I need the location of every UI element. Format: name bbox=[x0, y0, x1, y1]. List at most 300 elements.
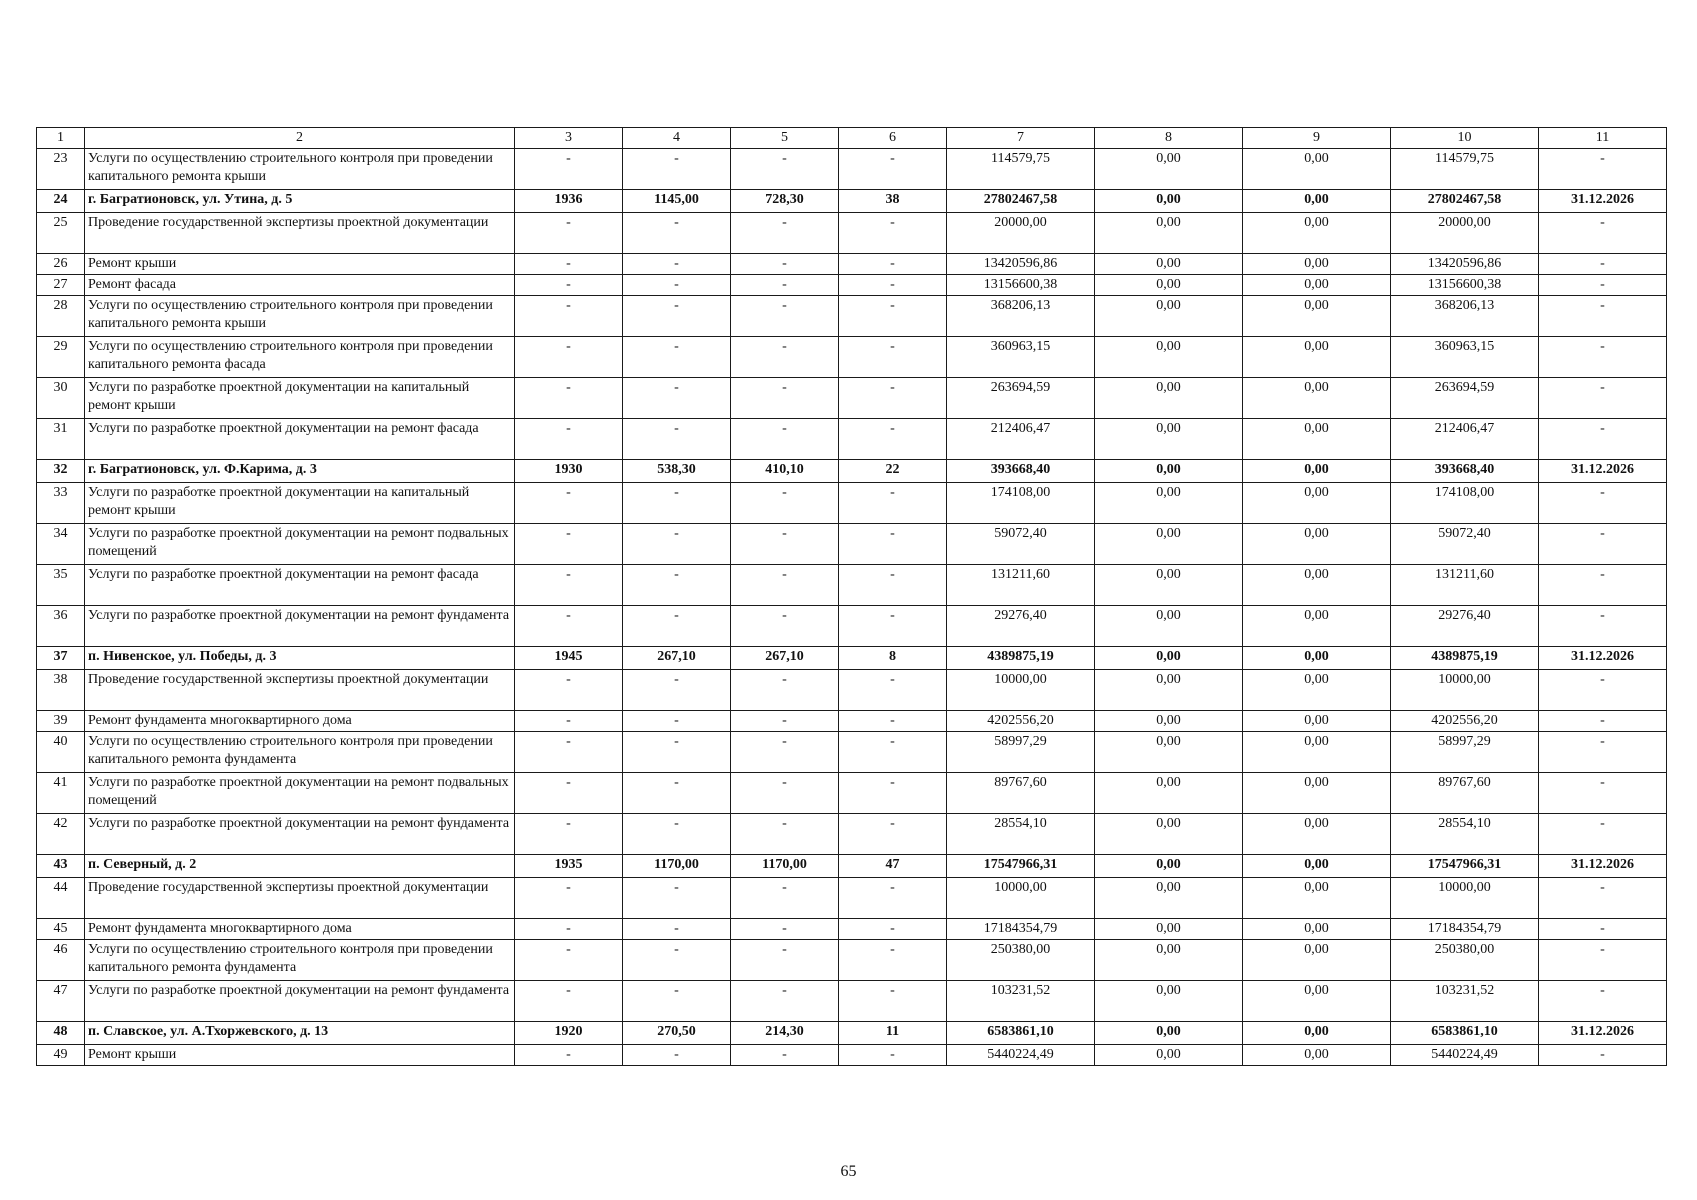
residents-cell: - bbox=[839, 378, 947, 419]
cost-col8-cell: 0,00 bbox=[1095, 213, 1243, 254]
residents-cell: - bbox=[839, 878, 947, 919]
cost-col8-cell: 0,00 bbox=[1095, 878, 1243, 919]
year-cell: - bbox=[515, 337, 623, 378]
item-name-cell: Проведение государственной экспертизы проектной документации bbox=[85, 213, 515, 254]
row-number-cell: 46 bbox=[37, 940, 85, 981]
year-cell: - bbox=[515, 1045, 623, 1066]
cost-col9-cell: 0,00 bbox=[1243, 647, 1391, 670]
item-name-cell: Ремонт крыши bbox=[85, 1045, 515, 1066]
area-total-cell: 267,10 bbox=[623, 647, 731, 670]
deadline-cell: - bbox=[1539, 483, 1667, 524]
deadline-cell: - bbox=[1539, 814, 1667, 855]
item-name-cell: Проведение государственной экспертизы проектной документации bbox=[85, 878, 515, 919]
item-name-cell: Услуги по разработке проектной документации на ремонт фундамента bbox=[85, 814, 515, 855]
cost-col10-cell: 10000,00 bbox=[1391, 670, 1539, 711]
cost-total-cell: 10000,00 bbox=[947, 878, 1095, 919]
area-total-cell: - bbox=[623, 940, 731, 981]
item-name-cell: Ремонт фундамента многоквартирного дома bbox=[85, 919, 515, 940]
table-row bbox=[37, 213, 1667, 254]
row-number-cell: 48 bbox=[37, 1022, 85, 1045]
area-living-cell: - bbox=[731, 814, 839, 855]
area-living-cell: - bbox=[731, 149, 839, 190]
residents-cell: - bbox=[839, 814, 947, 855]
residents-cell: - bbox=[839, 670, 947, 711]
cost-col9-cell: 0,00 bbox=[1243, 213, 1391, 254]
area-living-cell: - bbox=[731, 1045, 839, 1066]
cost-total-cell: 89767,60 bbox=[947, 773, 1095, 814]
deadline-cell: - bbox=[1539, 149, 1667, 190]
year-cell: - bbox=[515, 296, 623, 337]
table-row bbox=[37, 732, 1667, 773]
table-row bbox=[37, 483, 1667, 524]
item-name-cell: Услуги по разработке проектной документации на ремонт подвальных помещений bbox=[85, 773, 515, 814]
row-number-cell: 40 bbox=[37, 732, 85, 773]
cost-col8-cell: 0,00 bbox=[1095, 647, 1243, 670]
row-number-cell: 28 bbox=[37, 296, 85, 337]
deadline-cell: 31.12.2026 bbox=[1539, 855, 1667, 878]
residents-cell: 47 bbox=[839, 855, 947, 878]
year-cell: - bbox=[515, 378, 623, 419]
area-living-cell: 267,10 bbox=[731, 647, 839, 670]
cost-col9-cell: 0,00 bbox=[1243, 855, 1391, 878]
deadline-cell: - bbox=[1539, 606, 1667, 647]
year-cell: - bbox=[515, 419, 623, 460]
cost-col9-cell: 0,00 bbox=[1243, 878, 1391, 919]
year-cell: - bbox=[515, 213, 623, 254]
cost-col9-cell: 0,00 bbox=[1243, 670, 1391, 711]
residents-cell: - bbox=[839, 565, 947, 606]
table-row bbox=[37, 337, 1667, 378]
row-number-cell: 23 bbox=[37, 149, 85, 190]
deadline-cell: - bbox=[1539, 711, 1667, 732]
cost-total-cell: 368206,13 bbox=[947, 296, 1095, 337]
item-name-cell: Услуги по разработке проектной документации на капитальный ремонт крыши bbox=[85, 483, 515, 524]
column-header-11: 11 bbox=[1539, 128, 1667, 149]
cost-total-cell: 27802467,58 bbox=[947, 190, 1095, 213]
deadline-cell: - bbox=[1539, 419, 1667, 460]
residents-cell: - bbox=[839, 213, 947, 254]
column-number-header-row bbox=[37, 128, 1667, 149]
cost-col10-cell: 28554,10 bbox=[1391, 814, 1539, 855]
area-total-cell: - bbox=[623, 1045, 731, 1066]
cost-total-cell: 103231,52 bbox=[947, 981, 1095, 1022]
cost-total-cell: 212406,47 bbox=[947, 419, 1095, 460]
deadline-cell: - bbox=[1539, 254, 1667, 275]
year-cell: - bbox=[515, 814, 623, 855]
table-row bbox=[37, 773, 1667, 814]
area-living-cell: - bbox=[731, 732, 839, 773]
item-name-cell: Проведение государственной экспертизы проектной документации bbox=[85, 670, 515, 711]
cost-col8-cell: 0,00 bbox=[1095, 732, 1243, 773]
cost-total-cell: 10000,00 bbox=[947, 670, 1095, 711]
cost-col10-cell: 114579,75 bbox=[1391, 149, 1539, 190]
deadline-cell: - bbox=[1539, 275, 1667, 296]
residents-cell: 11 bbox=[839, 1022, 947, 1045]
row-number-cell: 24 bbox=[37, 190, 85, 213]
cost-col8-cell: 0,00 bbox=[1095, 275, 1243, 296]
deadline-cell: - bbox=[1539, 732, 1667, 773]
cost-total-cell: 393668,40 bbox=[947, 460, 1095, 483]
cost-col10-cell: 27802467,58 bbox=[1391, 190, 1539, 213]
year-cell: - bbox=[515, 670, 623, 711]
table-row bbox=[37, 919, 1667, 940]
cost-col9-cell: 0,00 bbox=[1243, 565, 1391, 606]
row-number-cell: 42 bbox=[37, 814, 85, 855]
residents-cell: 8 bbox=[839, 647, 947, 670]
address-row bbox=[37, 1022, 1667, 1045]
deadline-cell: - bbox=[1539, 1045, 1667, 1066]
row-number-cell: 33 bbox=[37, 483, 85, 524]
year-cell: - bbox=[515, 275, 623, 296]
cost-col10-cell: 58997,29 bbox=[1391, 732, 1539, 773]
residents-cell: 38 bbox=[839, 190, 947, 213]
column-header-10: 10 bbox=[1391, 128, 1539, 149]
cost-total-cell: 59072,40 bbox=[947, 524, 1095, 565]
cost-col9-cell: 0,00 bbox=[1243, 149, 1391, 190]
cost-total-cell: 263694,59 bbox=[947, 378, 1095, 419]
item-name-cell: Ремонт крыши bbox=[85, 254, 515, 275]
column-header-8: 8 bbox=[1095, 128, 1243, 149]
table-row bbox=[37, 711, 1667, 732]
cost-total-cell: 29276,40 bbox=[947, 606, 1095, 647]
table-row bbox=[37, 814, 1667, 855]
deadline-cell: - bbox=[1539, 378, 1667, 419]
table-row bbox=[37, 981, 1667, 1022]
cost-col9-cell: 0,00 bbox=[1243, 296, 1391, 337]
year-cell: 1945 bbox=[515, 647, 623, 670]
item-name-cell: п. Славское, ул. А.Тхоржевского, д. 13 bbox=[85, 1022, 515, 1045]
area-total-cell: - bbox=[623, 711, 731, 732]
data-table bbox=[36, 127, 1667, 1066]
deadline-cell: - bbox=[1539, 337, 1667, 378]
cost-col9-cell: 0,00 bbox=[1243, 524, 1391, 565]
year-cell: - bbox=[515, 919, 623, 940]
area-total-cell: - bbox=[623, 732, 731, 773]
cost-col9-cell: 0,00 bbox=[1243, 732, 1391, 773]
row-number-cell: 41 bbox=[37, 773, 85, 814]
cost-col10-cell: 131211,60 bbox=[1391, 565, 1539, 606]
deadline-cell: - bbox=[1539, 213, 1667, 254]
item-name-cell: Услуги по разработке проектной документации на ремонт фасада bbox=[85, 565, 515, 606]
residents-cell: - bbox=[839, 296, 947, 337]
deadline-cell: 31.12.2026 bbox=[1539, 190, 1667, 213]
cost-col9-cell: 0,00 bbox=[1243, 378, 1391, 419]
area-total-cell: - bbox=[623, 814, 731, 855]
table-row bbox=[37, 670, 1667, 711]
row-number-cell: 38 bbox=[37, 670, 85, 711]
area-living-cell: - bbox=[731, 378, 839, 419]
year-cell: - bbox=[515, 149, 623, 190]
area-total-cell: - bbox=[623, 213, 731, 254]
area-total-cell: - bbox=[623, 337, 731, 378]
cost-col9-cell: 0,00 bbox=[1243, 711, 1391, 732]
row-number-cell: 49 bbox=[37, 1045, 85, 1066]
cost-total-cell: 114579,75 bbox=[947, 149, 1095, 190]
area-living-cell: - bbox=[731, 524, 839, 565]
cost-col10-cell: 393668,40 bbox=[1391, 460, 1539, 483]
area-living-cell: - bbox=[731, 670, 839, 711]
residents-cell: - bbox=[839, 1045, 947, 1066]
row-number-cell: 36 bbox=[37, 606, 85, 647]
cost-total-cell: 17547966,31 bbox=[947, 855, 1095, 878]
deadline-cell: 31.12.2026 bbox=[1539, 460, 1667, 483]
area-total-cell: 538,30 bbox=[623, 460, 731, 483]
year-cell: - bbox=[515, 773, 623, 814]
cost-col10-cell: 20000,00 bbox=[1391, 213, 1539, 254]
row-number-cell: 37 bbox=[37, 647, 85, 670]
row-number-cell: 34 bbox=[37, 524, 85, 565]
column-header-7: 7 bbox=[947, 128, 1095, 149]
area-living-cell: - bbox=[731, 606, 839, 647]
cost-col10-cell: 360963,15 bbox=[1391, 337, 1539, 378]
cost-col8-cell: 0,00 bbox=[1095, 981, 1243, 1022]
cost-col10-cell: 13156600,38 bbox=[1391, 275, 1539, 296]
deadline-cell: - bbox=[1539, 296, 1667, 337]
year-cell: - bbox=[515, 254, 623, 275]
table-row bbox=[37, 296, 1667, 337]
cost-col8-cell: 0,00 bbox=[1095, 940, 1243, 981]
deadline-cell: 31.12.2026 bbox=[1539, 1022, 1667, 1045]
cost-total-cell: 4202556,20 bbox=[947, 711, 1095, 732]
cost-col8-cell: 0,00 bbox=[1095, 711, 1243, 732]
deadline-cell: - bbox=[1539, 565, 1667, 606]
cost-col8-cell: 0,00 bbox=[1095, 337, 1243, 378]
row-number-cell: 29 bbox=[37, 337, 85, 378]
residents-cell: - bbox=[839, 254, 947, 275]
item-name-cell: п. Северный, д. 2 bbox=[85, 855, 515, 878]
cost-col10-cell: 263694,59 bbox=[1391, 378, 1539, 419]
cost-col9-cell: 0,00 bbox=[1243, 1022, 1391, 1045]
cost-col8-cell: 0,00 bbox=[1095, 814, 1243, 855]
row-number-cell: 44 bbox=[37, 878, 85, 919]
year-cell: 1920 bbox=[515, 1022, 623, 1045]
cost-col8-cell: 0,00 bbox=[1095, 483, 1243, 524]
year-cell: - bbox=[515, 940, 623, 981]
row-number-cell: 27 bbox=[37, 275, 85, 296]
cost-col8-cell: 0,00 bbox=[1095, 149, 1243, 190]
table-row bbox=[37, 254, 1667, 275]
residents-cell: - bbox=[839, 606, 947, 647]
cost-col9-cell: 0,00 bbox=[1243, 1045, 1391, 1066]
cost-col10-cell: 13420596,86 bbox=[1391, 254, 1539, 275]
deadline-cell: - bbox=[1539, 773, 1667, 814]
cost-col8-cell: 0,00 bbox=[1095, 919, 1243, 940]
table-row bbox=[37, 940, 1667, 981]
cost-col9-cell: 0,00 bbox=[1243, 337, 1391, 378]
deadline-cell: - bbox=[1539, 670, 1667, 711]
cost-col9-cell: 0,00 bbox=[1243, 814, 1391, 855]
table-row bbox=[37, 524, 1667, 565]
area-living-cell: - bbox=[731, 275, 839, 296]
deadline-cell: - bbox=[1539, 919, 1667, 940]
table-row bbox=[37, 275, 1667, 296]
row-number-cell: 43 bbox=[37, 855, 85, 878]
area-total-cell: - bbox=[623, 606, 731, 647]
area-total-cell: - bbox=[623, 483, 731, 524]
item-name-cell: Услуги по разработке проектной документации на ремонт фундамента bbox=[85, 606, 515, 647]
row-number-cell: 39 bbox=[37, 711, 85, 732]
year-cell: - bbox=[515, 711, 623, 732]
cost-total-cell: 4389875,19 bbox=[947, 647, 1095, 670]
cost-total-cell: 250380,00 bbox=[947, 940, 1095, 981]
area-total-cell: - bbox=[623, 524, 731, 565]
cost-col8-cell: 0,00 bbox=[1095, 419, 1243, 460]
year-cell: - bbox=[515, 483, 623, 524]
address-row bbox=[37, 855, 1667, 878]
page-number: 65 bbox=[840, 1163, 857, 1180]
item-name-cell: Услуги по осуществлению строительного контроля при проведении капитального ремонта фундамента bbox=[85, 940, 515, 981]
cost-col10-cell: 59072,40 bbox=[1391, 524, 1539, 565]
address-row bbox=[37, 190, 1667, 213]
cost-col9-cell: 0,00 bbox=[1243, 275, 1391, 296]
cost-col10-cell: 5440224,49 bbox=[1391, 1045, 1539, 1066]
cost-col9-cell: 0,00 bbox=[1243, 483, 1391, 524]
cost-col10-cell: 10000,00 bbox=[1391, 878, 1539, 919]
item-name-cell: г. Багратионовск, ул. Ф.Карима, д. 3 bbox=[85, 460, 515, 483]
cost-col10-cell: 174108,00 bbox=[1391, 483, 1539, 524]
cost-total-cell: 174108,00 bbox=[947, 483, 1095, 524]
item-name-cell: Услуги по разработке проектной документации на ремонт подвальных помещений bbox=[85, 524, 515, 565]
cost-total-cell: 6583861,10 bbox=[947, 1022, 1095, 1045]
table-body bbox=[37, 128, 1667, 1066]
deadline-cell: - bbox=[1539, 940, 1667, 981]
residents-cell: - bbox=[839, 275, 947, 296]
area-total-cell: 1145,00 bbox=[623, 190, 731, 213]
cost-col8-cell: 0,00 bbox=[1095, 855, 1243, 878]
column-header-1: 1 bbox=[37, 128, 85, 149]
deadline-cell: - bbox=[1539, 524, 1667, 565]
area-living-cell: 728,30 bbox=[731, 190, 839, 213]
residents-cell: - bbox=[839, 732, 947, 773]
residents-cell: - bbox=[839, 940, 947, 981]
column-header-6: 6 bbox=[839, 128, 947, 149]
cost-col10-cell: 6583861,10 bbox=[1391, 1022, 1539, 1045]
table-row bbox=[37, 878, 1667, 919]
row-number-cell: 25 bbox=[37, 213, 85, 254]
cost-col10-cell: 89767,60 bbox=[1391, 773, 1539, 814]
row-number-cell: 32 bbox=[37, 460, 85, 483]
area-total-cell: - bbox=[623, 981, 731, 1022]
cost-total-cell: 20000,00 bbox=[947, 213, 1095, 254]
area-living-cell: - bbox=[731, 940, 839, 981]
cost-total-cell: 360963,15 bbox=[947, 337, 1095, 378]
address-row bbox=[37, 460, 1667, 483]
cost-col10-cell: 212406,47 bbox=[1391, 419, 1539, 460]
area-total-cell: 270,50 bbox=[623, 1022, 731, 1045]
cost-total-cell: 28554,10 bbox=[947, 814, 1095, 855]
item-name-cell: Услуги по разработке проектной документации на ремонт фундамента bbox=[85, 981, 515, 1022]
item-name-cell: Услуги по разработке проектной документации на ремонт фасада bbox=[85, 419, 515, 460]
cost-total-cell: 5440224,49 bbox=[947, 1045, 1095, 1066]
area-total-cell: - bbox=[623, 378, 731, 419]
area-total-cell: 1170,00 bbox=[623, 855, 731, 878]
cost-col9-cell: 0,00 bbox=[1243, 606, 1391, 647]
cost-col8-cell: 0,00 bbox=[1095, 565, 1243, 606]
item-name-cell: Ремонт фасада bbox=[85, 275, 515, 296]
cost-col8-cell: 0,00 bbox=[1095, 670, 1243, 711]
area-total-cell: - bbox=[623, 773, 731, 814]
cost-col8-cell: 0,00 bbox=[1095, 524, 1243, 565]
cost-col10-cell: 4389875,19 bbox=[1391, 647, 1539, 670]
area-living-cell: - bbox=[731, 981, 839, 1022]
area-living-cell: - bbox=[731, 565, 839, 606]
table-row bbox=[37, 378, 1667, 419]
row-number-cell: 30 bbox=[37, 378, 85, 419]
column-header-2: 2 bbox=[85, 128, 515, 149]
residents-cell: - bbox=[839, 981, 947, 1022]
year-cell: - bbox=[515, 606, 623, 647]
cost-col10-cell: 4202556,20 bbox=[1391, 711, 1539, 732]
residents-cell: - bbox=[839, 773, 947, 814]
cost-col10-cell: 17184354,79 bbox=[1391, 919, 1539, 940]
cost-col9-cell: 0,00 bbox=[1243, 940, 1391, 981]
cost-col10-cell: 17547966,31 bbox=[1391, 855, 1539, 878]
cost-total-cell: 13420596,86 bbox=[947, 254, 1095, 275]
cost-col9-cell: 0,00 bbox=[1243, 981, 1391, 1022]
area-total-cell: - bbox=[623, 296, 731, 337]
table-row bbox=[37, 149, 1667, 190]
cost-col10-cell: 250380,00 bbox=[1391, 940, 1539, 981]
area-living-cell: 410,10 bbox=[731, 460, 839, 483]
area-living-cell: - bbox=[731, 878, 839, 919]
area-living-cell: - bbox=[731, 337, 839, 378]
cost-col8-cell: 0,00 bbox=[1095, 378, 1243, 419]
table-row bbox=[37, 606, 1667, 647]
area-living-cell: - bbox=[731, 711, 839, 732]
residents-cell: - bbox=[839, 419, 947, 460]
deadline-cell: - bbox=[1539, 981, 1667, 1022]
area-living-cell: 1170,00 bbox=[731, 855, 839, 878]
row-number-cell: 31 bbox=[37, 419, 85, 460]
cost-total-cell: 17184354,79 bbox=[947, 919, 1095, 940]
cost-total-cell: 13156600,38 bbox=[947, 275, 1095, 296]
area-living-cell: - bbox=[731, 254, 839, 275]
row-number-cell: 26 bbox=[37, 254, 85, 275]
item-name-cell: Ремонт фундамента многоквартирного дома bbox=[85, 711, 515, 732]
area-living-cell: - bbox=[731, 213, 839, 254]
area-living-cell: - bbox=[731, 773, 839, 814]
cost-col9-cell: 0,00 bbox=[1243, 254, 1391, 275]
year-cell: 1935 bbox=[515, 855, 623, 878]
year-cell: - bbox=[515, 878, 623, 919]
area-total-cell: - bbox=[623, 919, 731, 940]
cost-col10-cell: 29276,40 bbox=[1391, 606, 1539, 647]
item-name-cell: п. Нивенское, ул. Победы, д. 3 bbox=[85, 647, 515, 670]
table-row bbox=[37, 419, 1667, 460]
cost-total-cell: 131211,60 bbox=[947, 565, 1095, 606]
residents-cell: 22 bbox=[839, 460, 947, 483]
year-cell: 1930 bbox=[515, 460, 623, 483]
cost-total-cell: 58997,29 bbox=[947, 732, 1095, 773]
year-cell: - bbox=[515, 732, 623, 773]
cost-col8-cell: 0,00 bbox=[1095, 1022, 1243, 1045]
area-living-cell: - bbox=[731, 296, 839, 337]
year-cell: 1936 bbox=[515, 190, 623, 213]
address-row bbox=[37, 647, 1667, 670]
table-row bbox=[37, 1045, 1667, 1066]
residents-cell: - bbox=[839, 149, 947, 190]
area-living-cell: 214,30 bbox=[731, 1022, 839, 1045]
cost-col8-cell: 0,00 bbox=[1095, 190, 1243, 213]
area-total-cell: - bbox=[623, 275, 731, 296]
cost-col9-cell: 0,00 bbox=[1243, 419, 1391, 460]
column-header-9: 9 bbox=[1243, 128, 1391, 149]
residents-cell: - bbox=[839, 919, 947, 940]
year-cell: - bbox=[515, 565, 623, 606]
cost-col9-cell: 0,00 bbox=[1243, 460, 1391, 483]
area-living-cell: - bbox=[731, 483, 839, 524]
area-total-cell: - bbox=[623, 149, 731, 190]
